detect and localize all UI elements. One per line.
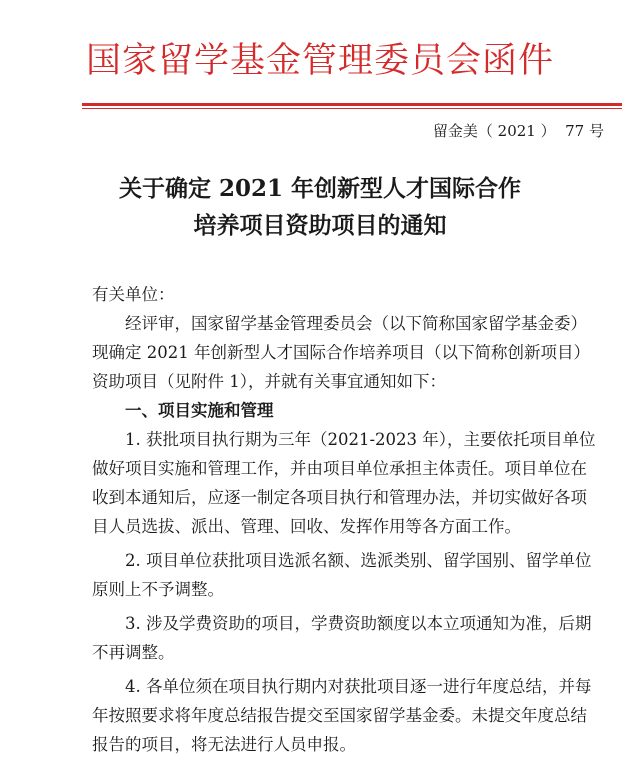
salutation: 有关单位： xyxy=(92,285,175,304)
letterhead-rule-thin xyxy=(82,108,622,109)
item-2-paragraph: 2. 项目单位获批项目选派名额、选派类别、留学国别、留学单位原则上不予调整。 xyxy=(92,551,592,599)
letterhead-title: 国家留学基金管理委员会函件 xyxy=(85,41,554,81)
item-4-paragraph: 4. 各单位须在项目执行期内对获批项目逐一进行年度总结，并每年按照要求将年度总结报告提交至国家留学基金委。未提交年度总结报告的项目，将无法进行人员申报。 xyxy=(92,677,592,754)
notice-title-line2: 培养项目资助项目的通知 xyxy=(193,212,447,239)
intro-paragraph: 经评审，国家留学基金管理委员会（以下简称国家留学基金委）现确定 2021 年创新型人才国际合作培养项目（以下简称创新项目）资助项目（见附件 1），并就有关事宜通知如下： xyxy=(92,314,590,391)
document-number: 留金美（ 2021 ） 77 号 xyxy=(432,122,604,140)
item-3-paragraph: 3. 涉及学费资助的项目，学费资助额度以本立项通知为准，后期不再调整。 xyxy=(92,614,592,662)
section-heading: 一、项目实施和管理 xyxy=(125,401,274,420)
item-1-paragraph: 1. 获批项目执行期为三年（2021-2023 年），主要依托项目单位做好项目实施和管理工作，并由项目单位承担主体责任。项目单位在收到本通知后，应逐一制定各项目执行和管理办法，并切实做好各项目人员选拔、派出、管理、回收、发挥作用等各方面工作。 xyxy=(92,430,596,536)
notice-title-line1: 关于确定 2021 年创新型人才国际合作 xyxy=(118,175,522,202)
document-body xyxy=(92,280,602,759)
letterhead-rule-thick xyxy=(82,103,622,106)
